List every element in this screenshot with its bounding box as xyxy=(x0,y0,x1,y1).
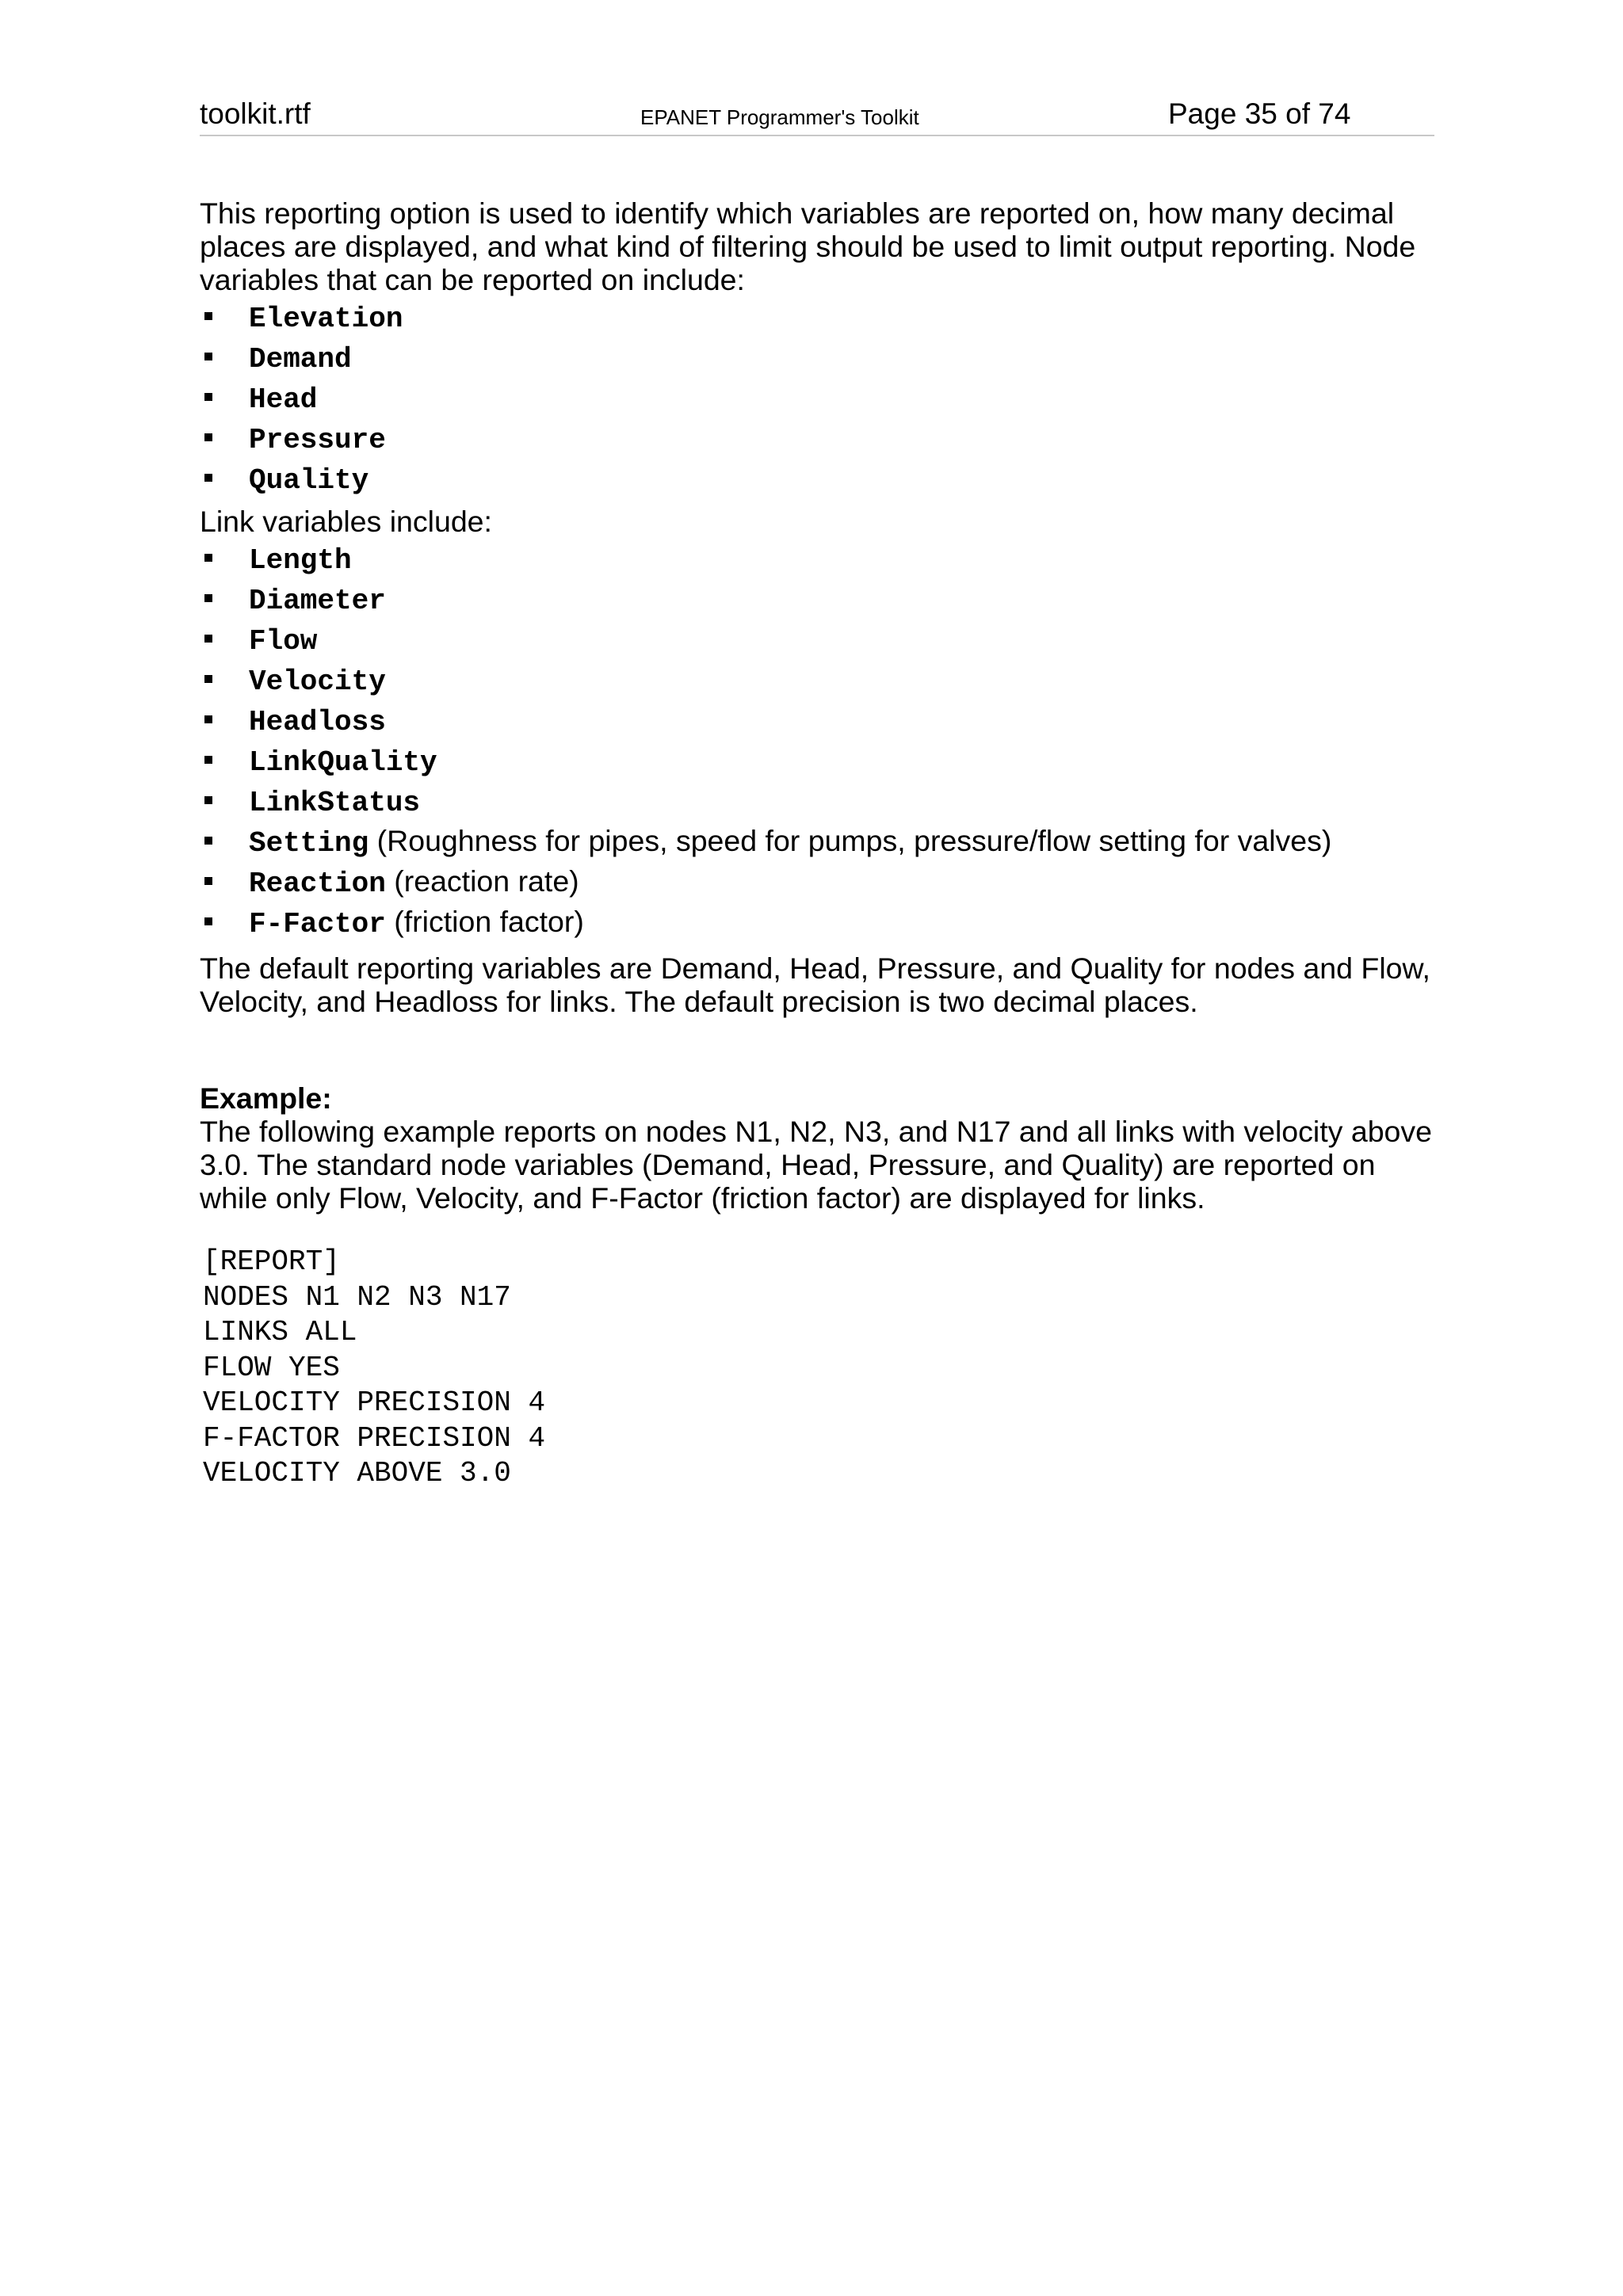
variable-note: (Roughness for pipes, speed for pumps, pressure/flow setting for valves) xyxy=(369,824,1332,857)
list-item xyxy=(200,296,1436,337)
square-bullet-icon xyxy=(204,917,212,925)
header-filename: toolkit.rtf xyxy=(200,97,311,130)
variable-name: F-Factor xyxy=(249,908,386,940)
variable-name: Velocity xyxy=(249,666,386,698)
example-heading: Example: xyxy=(200,1081,332,1115)
code-line: [REPORT] xyxy=(203,1245,340,1278)
variable-name: Setting xyxy=(249,827,369,860)
list-item xyxy=(200,538,1436,578)
code-line: F-FACTOR PRECISION 4 xyxy=(203,1421,546,1455)
square-bullet-icon xyxy=(204,635,212,643)
square-bullet-icon xyxy=(204,433,212,441)
example-paragraph: The following example reports on nodes N1, N2, N3, and N17 and all links with velocity above 3.0. The standard node variables (Demand, Head, Pressure, and Quality) are reported on while only Flow, Velocity, and F-Factor (friction factor) are displayed for links. xyxy=(200,1115,1433,1215)
code-line: LINKS ALL xyxy=(203,1316,357,1348)
list-item xyxy=(200,578,1436,619)
link-variables-intro: Link variables include: xyxy=(200,505,492,538)
square-bullet-icon xyxy=(204,474,212,482)
list-item xyxy=(200,619,1436,659)
defaults-paragraph: The default reporting variables are Demand, Head, Pressure, and Quality for nodes and Flow, Velocity, and Headloss for links. The default precision is two decimal places. xyxy=(200,952,1430,1018)
square-bullet-icon xyxy=(204,796,212,804)
list-item xyxy=(200,418,1436,458)
list-item xyxy=(200,861,1436,902)
list-item xyxy=(200,377,1436,418)
link-variables-list xyxy=(200,538,1436,942)
variable-name: Elevation xyxy=(249,303,403,335)
square-bullet-icon xyxy=(204,675,212,683)
list-item xyxy=(200,780,1436,821)
code-line: VELOCITY ABOVE 3.0 xyxy=(203,1457,511,1489)
variable-name: Headloss xyxy=(249,706,386,738)
variable-name: LinkStatus xyxy=(249,787,421,819)
variable-name: Reaction xyxy=(249,868,386,900)
page-header xyxy=(200,93,1434,136)
square-bullet-icon xyxy=(204,353,212,360)
code-line: VELOCITY PRECISION 4 xyxy=(203,1386,546,1419)
square-bullet-icon xyxy=(204,756,212,764)
variable-name: Pressure xyxy=(249,424,386,456)
variable-name: Quality xyxy=(249,464,369,497)
code-sample xyxy=(200,1245,1436,1492)
node-variables-list xyxy=(200,296,1436,498)
list-item xyxy=(200,740,1436,780)
square-bullet-icon xyxy=(204,393,212,401)
variable-note: (friction factor) xyxy=(385,905,584,938)
variable-note: (reaction rate) xyxy=(385,864,579,898)
header-doc-title: EPANET Programmer's Toolkit xyxy=(640,105,919,129)
intro-paragraph: This reporting option is used to identify which variables are reported on, how many decimal places are displayed, and what kind of filtering should be used to limit output reporting. Node variables that can be reported on include: xyxy=(200,196,1416,296)
variable-name: Length xyxy=(249,544,352,577)
square-bullet-icon xyxy=(204,312,212,320)
variable-name: Head xyxy=(249,383,318,416)
list-item xyxy=(200,337,1436,377)
list-item xyxy=(200,659,1436,700)
variable-name: Diameter xyxy=(249,585,386,617)
variable-name: LinkQuality xyxy=(249,746,437,779)
square-bullet-icon xyxy=(204,594,212,602)
variable-name: Flow xyxy=(249,625,318,658)
code-line: NODES N1 N2 N3 N17 xyxy=(203,1280,511,1314)
variable-name: Demand xyxy=(249,343,352,376)
list-item xyxy=(200,821,1436,861)
header-page-number: Page 35 of 74 xyxy=(1168,97,1351,130)
list-item xyxy=(200,902,1436,942)
square-bullet-icon xyxy=(204,877,212,885)
square-bullet-icon xyxy=(204,837,212,845)
page-content xyxy=(200,196,1436,1492)
list-item xyxy=(200,700,1436,740)
code-line: FLOW YES xyxy=(203,1351,340,1384)
square-bullet-icon xyxy=(204,715,212,723)
square-bullet-icon xyxy=(204,554,212,562)
list-item xyxy=(200,458,1436,498)
